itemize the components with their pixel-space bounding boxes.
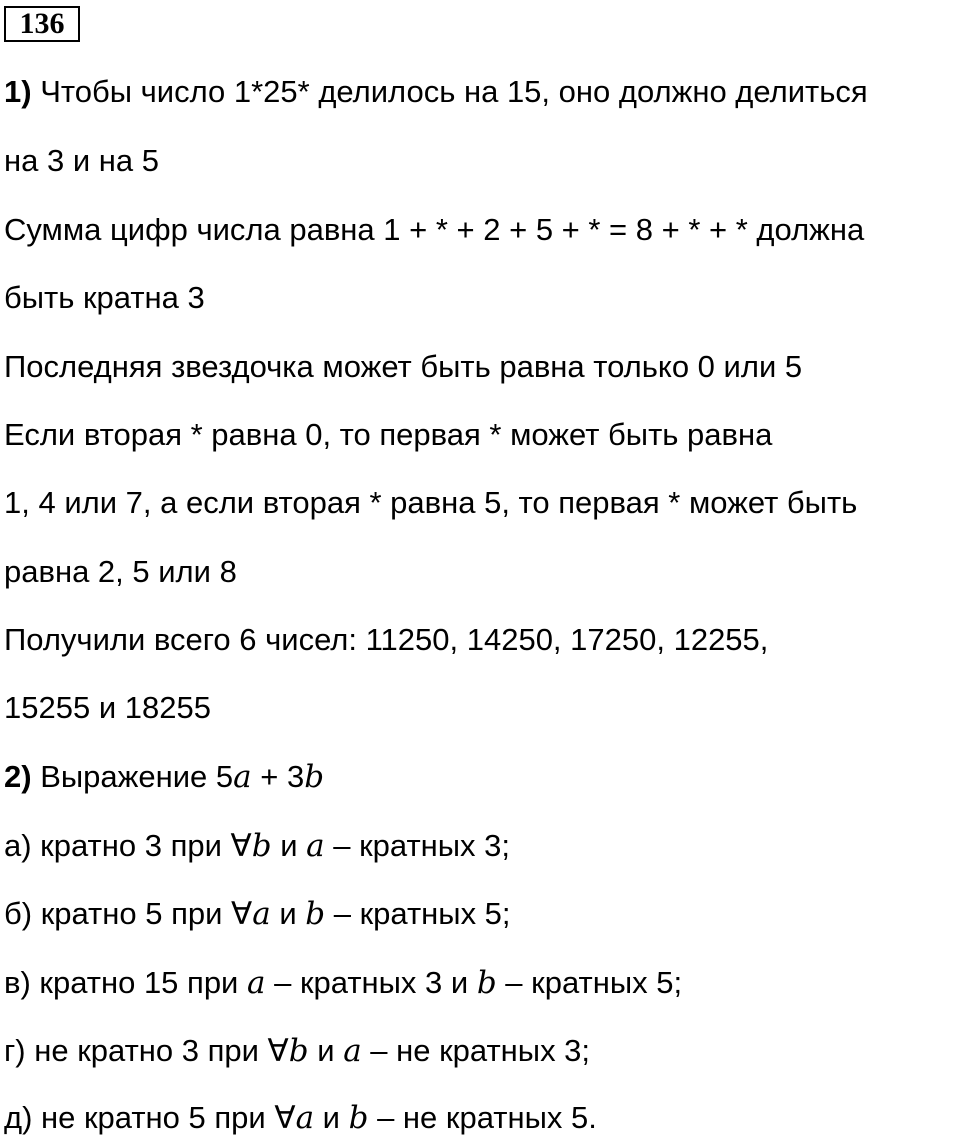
part1-line3: Сумма цифр числа равна 1 + * + 2 + 5 + * = 8 + * + * должна bbox=[4, 212, 865, 247]
part1-line6: Если вторая * равна 0, то первая * может быть равна bbox=[4, 417, 773, 452]
part1-line1: 1) Чтобы число 1*25* делилось на 15, оно должно делиться bbox=[4, 74, 868, 109]
part1-line2: на 3 и на 5 bbox=[4, 143, 159, 178]
part1-line8: равна 2, 5 или 8 bbox=[4, 554, 237, 589]
part1-line7: 1, 4 или 7, а если вторая * равна 5, то первая * может быть bbox=[4, 485, 858, 520]
part2-label: 2) bbox=[4, 759, 32, 794]
part2-item-v: в) кратно 15 при a – кратных 3 и b – кратных 5; bbox=[4, 965, 683, 1001]
part1-label: 1) bbox=[4, 74, 32, 109]
part2-heading: 2) Выражение 5a + 3b bbox=[4, 759, 325, 795]
part2-item-g: г) не кратно 3 при ∀b и a – не кратных 3; bbox=[4, 1033, 591, 1069]
part1-line4: быть кратна 3 bbox=[4, 280, 205, 315]
part2-item-b: б) кратно 5 при ∀a и b – кратных 5; bbox=[4, 896, 511, 932]
part1-line5: Последняя звездочка может быть равна только 0 или 5 bbox=[4, 349, 803, 384]
part1-line9: Получили всего 6 чисел: 11250, 14250, 17250, 12255, bbox=[4, 622, 769, 657]
part2-item-d: д) не кратно 5 при ∀a и b – не кратных 5. bbox=[4, 1100, 597, 1136]
part2-item-a: а) кратно 3 при ∀b и a – кратных 3; bbox=[4, 828, 511, 864]
part1-line10: 15255 и 18255 bbox=[4, 690, 211, 725]
problem-number: 136 bbox=[4, 6, 80, 42]
